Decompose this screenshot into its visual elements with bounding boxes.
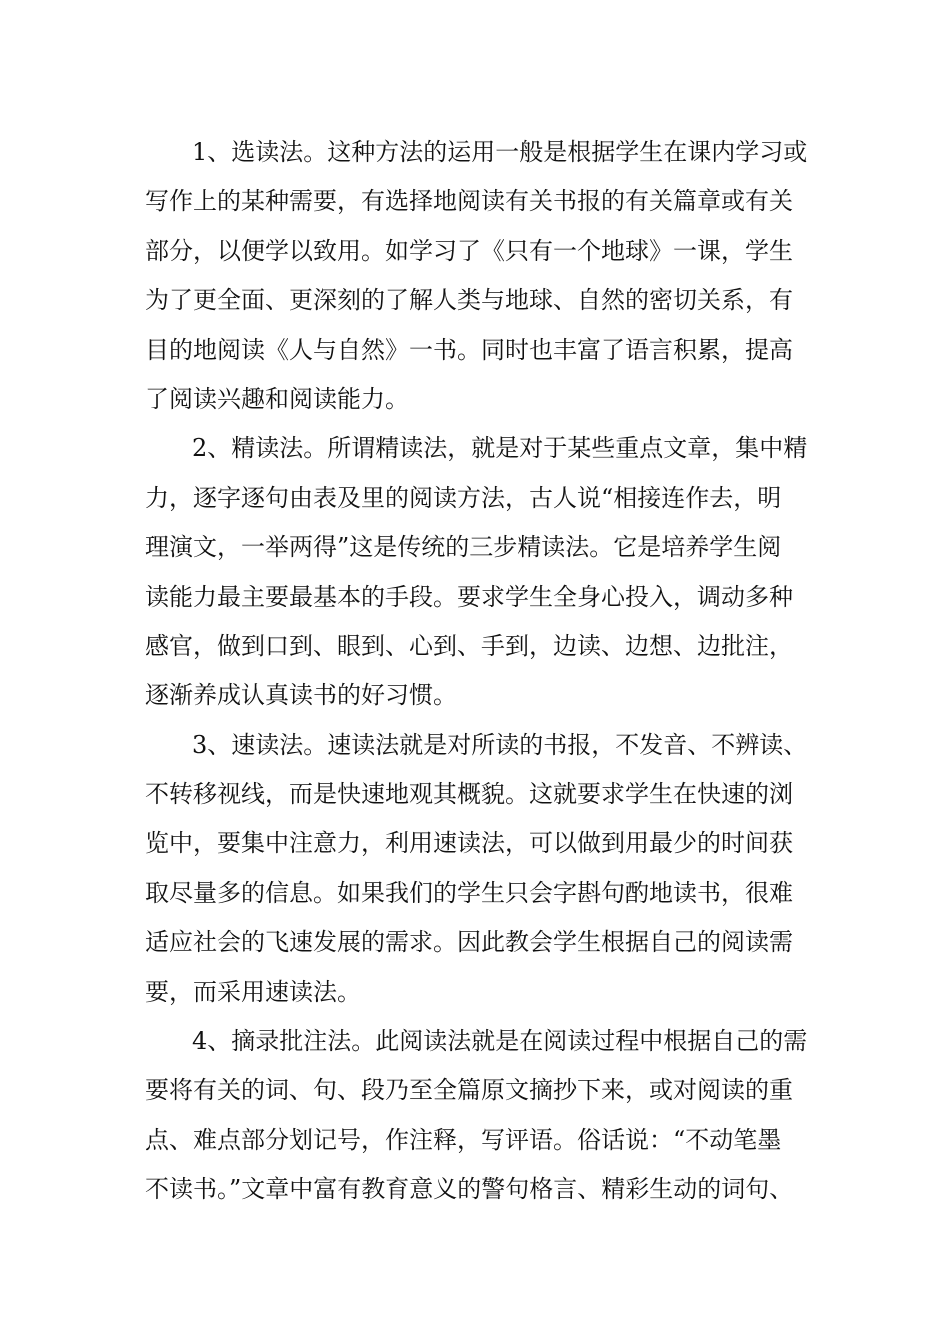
paragraph-3 [145,721,808,1017]
text-line: 了阅读兴趣和阅读能力。 [145,384,409,413]
text-line: 3、速读法。速读法就是对所读的书报，不发音、不辨读、 [192,730,808,759]
text-line: 点、难点部分划记号，作注释，写评语。俗话说：“不动笔墨 [145,1125,782,1154]
text-line: 逐渐养成认真读书的好习惯。 [145,681,457,710]
text-line: 读能力最主要最基本的手段。要求学生全身心投入，调动多种 [145,582,793,611]
text-line: 为了更全面、更深刻的了解人类与地球、自然的密切关系，有 [145,286,793,315]
text-line: 不读书。”文章中富有教育意义的警句格言、精彩生动的词句、 [145,1175,794,1204]
text-line: 不转移视线，而是快速地观其概貌。这就要求学生在快速的浏 [145,780,793,809]
text-line: 适应社会的飞速发展的需求。因此教会学生根据自己的阅读需 [145,928,793,957]
text-line: 目的地阅读《人与自然》一书。同时也丰富了语言积累，提高 [145,335,793,364]
body-text [145,128,808,1215]
text-line: 力，逐字逐句由表及里的阅读方法，古人说“相接连作去，明 [145,483,782,512]
text-line: 写作上的某种需要，有选择地阅读有关书报的有关篇章或有关 [145,187,793,216]
paragraph-2 [145,424,808,720]
text-line: 要，而采用速读法。 [145,977,361,1006]
text-line: 1、选读法。这种方法的运用一般是根据学生在课内学习或 [192,138,808,166]
paragraph-4 [145,1017,808,1215]
text-line: 理演文，一举两得”这是传统的三步精读法。它是培养学生阅 [145,533,782,562]
text-line: 览中，要集中注意力，利用速读法，可以做到用最少的时间获 [145,829,793,858]
text-line: 要将有关的词、句、段乃至全篇原文摘抄下来，或对阅读的重 [145,1076,793,1105]
text-line: 部分，以便学以致用。如学习了《只有一个地球》一课，学生 [145,236,793,265]
text-line: 4、摘录批注法。此阅读法就是在阅读过程中根据自己的需 [192,1027,808,1056]
paragraph-1 [145,128,808,424]
text-line: 取尽量多的信息。如果我们的学生只会字斟句酌地读书，很难 [145,878,793,907]
text-line: 感官，做到口到、眼到、心到、手到，边读、边想、边批注， [145,631,793,660]
text-line: 2、精读法。所谓精读法，就是对于某些重点文章，集中精 [192,434,808,463]
